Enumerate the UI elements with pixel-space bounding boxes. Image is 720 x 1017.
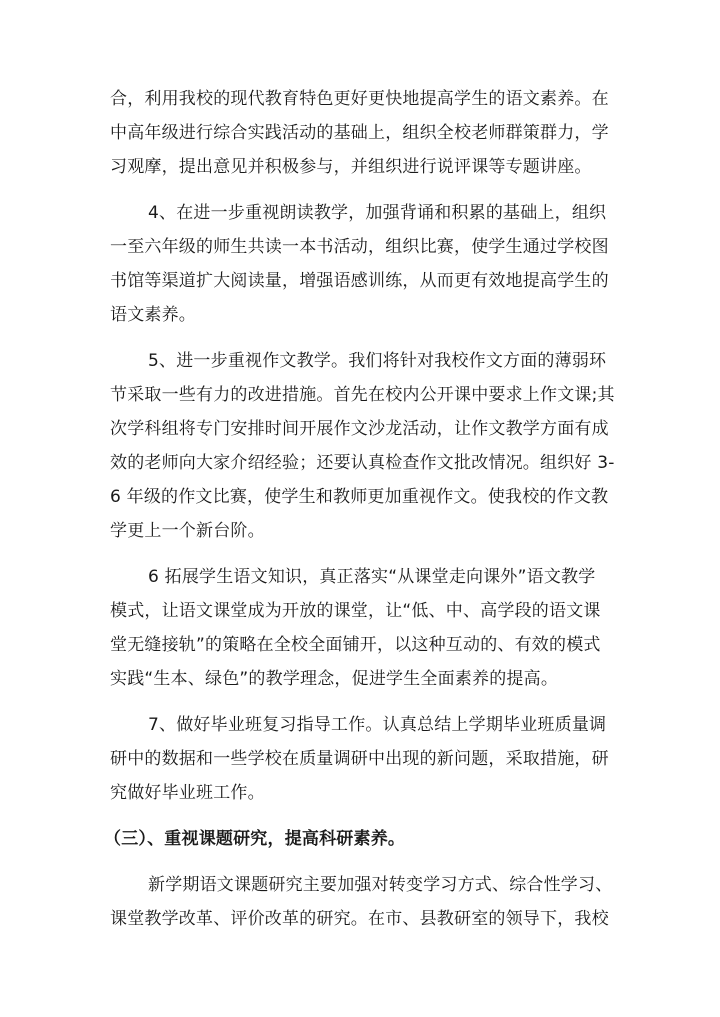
- text-line: 7、做好毕业班复习指导工作。认真总结上学期毕业班质量调: [148, 715, 607, 735]
- text-line: 效的老师向大家介绍经验；还要认真检查作文批改情况。组织好 3-: [110, 453, 615, 473]
- text-line: 模式，让语文课堂成为开放的课堂，让“低、中、高学段的语文课: [110, 601, 601, 621]
- text-line: 课堂教学改革、评价改革的研究。在市、县教研室的领导下，我校: [110, 909, 609, 929]
- text-line: 习观摩，提出意见并积极参与，并组织进行说评课等专题讲座。: [110, 157, 592, 177]
- text-line: 5、进一步重视作文教学。我们将针对我校作文方面的薄弱环: [148, 351, 607, 371]
- text-line: 节采取一些有力的改进措施。首先在校内公开课中要求上作文课;其: [110, 385, 615, 405]
- text-line: 学更上一个新台阶。: [110, 521, 265, 541]
- text-line: 一至六年级的师生共读一本书活动，组织比赛，使学生通过学校图: [110, 237, 609, 257]
- text-line: 研中的数据和一些学校在质量调研中出现的新问题，采取措施，研: [110, 749, 609, 769]
- text-line: 书馆等渠道扩大阅读量，增强语感训练，从而更有效地提高学生的: [110, 271, 609, 291]
- text-line: 语文素养。: [110, 305, 196, 325]
- text-line: 新学期语文课题研究主要加强对转变学习方式、综合性学习、: [148, 875, 613, 895]
- text-line: 6 拓展学生语文知识，真正落实“从课堂走向课外”语文教学: [148, 567, 596, 587]
- text-line: 合，利用我校的现代教育特色更好更快地提高学生的语文素养。在: [110, 89, 609, 109]
- text-line: 堂无缝接轨”的策略在全校全面铺开，以这种互动的、有效的模式: [110, 635, 601, 655]
- text-line: 中高年级进行综合实践活动的基础上，组织全校老师群策群力，学: [110, 123, 609, 143]
- text-line: 4、在进一步重视朗读教学，加强背诵和积累的基础上，组织: [148, 203, 607, 223]
- text-line: 究做好毕业班工作。: [110, 783, 265, 803]
- text-line: 次学科组将专门安排时间开展作文沙龙活动，让作文教学方面有成: [110, 419, 609, 439]
- text-line: 实践“生本、绿色”的教学理念，促进学生全面素养的提高。: [110, 669, 559, 689]
- text-line: 6 年级的作文比赛，使学生和教师更加重视作文。使我校的作文教: [110, 487, 609, 507]
- section-heading: （三）、重视课题研究，提高科研素养。: [104, 829, 406, 849]
